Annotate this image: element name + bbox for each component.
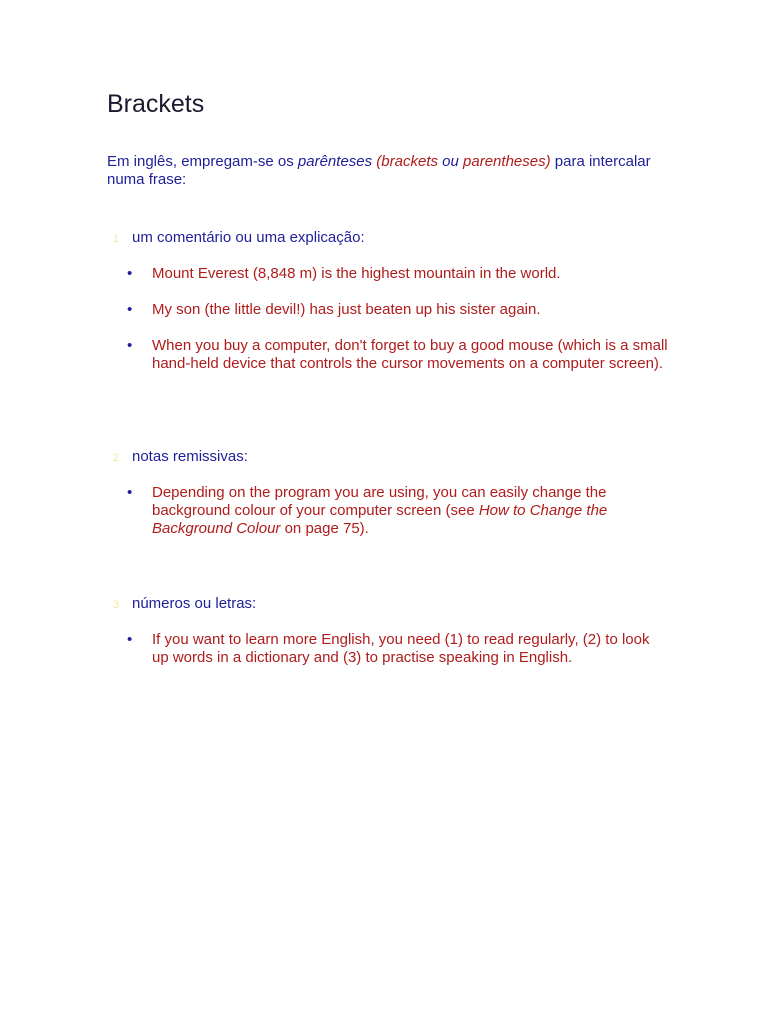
section-number: 2 (113, 452, 120, 464)
list-item (125, 484, 670, 538)
examples-list-numbers-letters (125, 631, 670, 667)
intro-text-1: Em inglês, empregam-se os (107, 153, 298, 170)
bullet-icon: • (127, 484, 133, 501)
intro-term-brackets: brackets (381, 153, 438, 170)
example-text-after: on page 75). (280, 520, 369, 537)
intro-open-paren: ( (376, 153, 382, 170)
example-text: Mount Everest (8,848 m) is the highest mountain in the world. (152, 265, 561, 282)
intro-paragraph (107, 153, 667, 189)
example-text: If you want to learn more English, you need (1) to read regularly, (2) to look up words in a dictionary and (3) to practise speaking in English. (152, 631, 650, 666)
list-item (125, 301, 670, 319)
section-heading-cross-references (107, 448, 248, 467)
list-item (125, 337, 670, 373)
intro-term-parentheses: parentheses) (463, 153, 551, 170)
example-text: When you buy a computer, don't forget to buy a good mouse (which is a small hand-held device that controls the cursor movements on a computer screen). (152, 337, 668, 372)
section-heading-text: notas remissivas: (132, 448, 248, 465)
section-heading-text: números ou letras: (132, 595, 257, 612)
list-item (125, 631, 670, 667)
section-heading-comment (107, 229, 365, 248)
intro-term-parenteses: parênteses (297, 153, 377, 170)
page-title: Brackets (107, 90, 205, 118)
example-text-italic: How to Change the Background Colour (152, 502, 608, 537)
bullet-icon: • (127, 631, 133, 648)
bullet-icon: • (127, 301, 133, 318)
bullet-icon: • (127, 337, 133, 354)
list-item (125, 265, 670, 283)
bullet-icon: • (127, 265, 133, 282)
examples-list-comment (125, 265, 670, 373)
section-heading-text: um comentário ou uma explicação: (132, 229, 365, 246)
example-text-before: Depending on the program you are using, you can easily change the background colour of your computer screen (see (152, 484, 607, 519)
examples-list-cross-references (125, 484, 670, 538)
section-heading-numbers-letters (107, 595, 256, 614)
intro-text-2: para intercalar numa frase: (107, 153, 651, 188)
section-number: 3 (113, 599, 120, 611)
intro-term-ou: ou (438, 153, 464, 170)
section-number: 1 (113, 233, 120, 245)
example-text: My son (the little devil!) has just beaten up his sister again. (152, 301, 541, 318)
